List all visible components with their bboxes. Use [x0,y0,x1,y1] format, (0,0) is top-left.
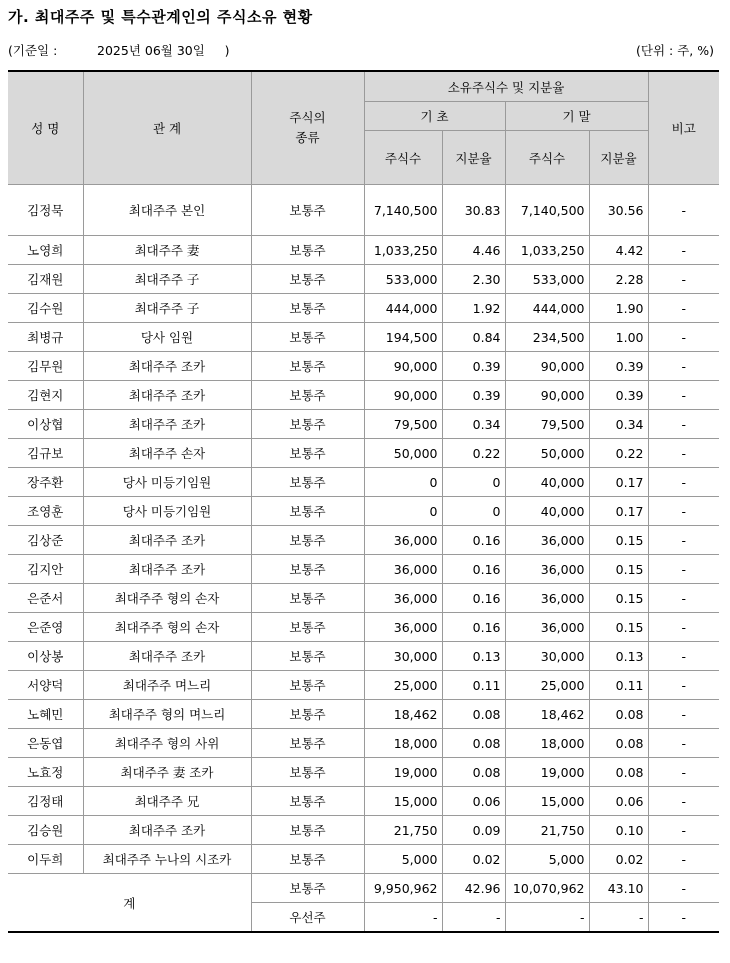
table-row [8,816,719,845]
table-row [8,729,719,758]
cell-relation: 최대주주 조카 [83,642,251,671]
cell-stock-type: 보통주 [251,439,364,468]
cell-end-ratio: 0.15 [589,526,648,555]
cell-stock-type: 보통주 [251,381,364,410]
cell-end-ratio: 0.39 [589,352,648,381]
cell-begin-ratio: 0 [442,468,505,497]
table-row [8,185,719,236]
cell-note: - [648,236,719,265]
cell-name: 김상준 [8,526,83,555]
cell-begin-shares: 30,000 [364,642,442,671]
cell-end-shares: 444,000 [505,294,589,323]
cell-note: - [648,497,719,526]
cell-begin-shares: 36,000 [364,613,442,642]
cell-begin-ratio: 0.16 [442,584,505,613]
cell-begin-shares: 36,000 [364,584,442,613]
total-preferred-end-shares: - [505,903,589,933]
cell-begin-ratio: 30.83 [442,185,505,236]
table-row [8,381,719,410]
cell-relation: 최대주주 조카 [83,381,251,410]
cell-name: 이상봉 [8,642,83,671]
total-preferred-begin-shares: - [364,903,442,933]
cell-note: - [648,439,719,468]
cell-begin-ratio: 0.08 [442,700,505,729]
cell-end-ratio: 30.56 [589,185,648,236]
header-end: 기 말 [505,102,648,131]
cell-end-ratio: 0.10 [589,816,648,845]
cell-end-ratio: 0.17 [589,468,648,497]
cell-note: - [648,758,719,787]
cell-begin-ratio: 0 [442,497,505,526]
cell-begin-ratio: 0.39 [442,381,505,410]
cell-begin-shares: 18,462 [364,700,442,729]
cell-begin-ratio: 0.16 [442,613,505,642]
cell-note: - [648,323,719,352]
cell-note: - [648,845,719,874]
table-row [8,468,719,497]
cell-name: 김규보 [8,439,83,468]
cell-relation: 최대주주 子 [83,265,251,294]
total-label: 계 [8,874,251,933]
cell-name: 노영희 [8,236,83,265]
cell-name: 장주환 [8,468,83,497]
cell-relation: 최대주주 손자 [83,439,251,468]
cell-end-ratio: 0.22 [589,439,648,468]
cell-end-ratio: 0.02 [589,845,648,874]
cell-relation: 최대주주 妻 조카 [83,758,251,787]
cell-begin-shares: 533,000 [364,265,442,294]
header-begin: 기 초 [364,102,505,131]
total-common-begin-ratio: 42.96 [442,874,505,903]
cell-begin-shares: 1,033,250 [364,236,442,265]
total-common-end-ratio: 43.10 [589,874,648,903]
cell-note: - [648,410,719,439]
cell-relation: 최대주주 조카 [83,410,251,439]
cell-begin-ratio: 0.16 [442,555,505,584]
cell-begin-ratio: 0.22 [442,439,505,468]
cell-begin-ratio: 0.08 [442,758,505,787]
cell-note: - [648,294,719,323]
cell-note: - [648,700,719,729]
cell-begin-ratio: 0.39 [442,352,505,381]
cell-stock-type: 보통주 [251,497,364,526]
cell-end-shares: 234,500 [505,323,589,352]
cell-end-ratio: 0.11 [589,671,648,700]
cell-note: - [648,642,719,671]
cell-relation: 최대주주 본인 [83,185,251,236]
cell-note: - [648,526,719,555]
table-body [8,185,719,874]
cell-name: 김지안 [8,555,83,584]
cell-end-shares: 15,000 [505,787,589,816]
cell-end-ratio: 1.90 [589,294,648,323]
cell-begin-ratio: 0.09 [442,816,505,845]
cell-begin-shares: 90,000 [364,381,442,410]
table-row [8,439,719,468]
cell-stock-type: 보통주 [251,526,364,555]
table-total [8,874,719,933]
cell-begin-ratio: 0.84 [442,323,505,352]
cell-end-ratio: 0.08 [589,729,648,758]
cell-stock-type: 보통주 [251,671,364,700]
cell-end-shares: 19,000 [505,758,589,787]
cell-begin-shares: 0 [364,468,442,497]
cell-note: - [648,381,719,410]
header-note: 비고 [648,71,719,185]
cell-end-ratio: 0.39 [589,381,648,410]
section-title: 가. 최대주주 및 특수관계인의 주식소유 현황 [8,8,313,26]
cell-end-ratio: 1.00 [589,323,648,352]
cell-stock-type: 보통주 [251,185,364,236]
table-row [8,352,719,381]
cell-begin-shares: 444,000 [364,294,442,323]
cell-note: - [648,613,719,642]
cell-name: 서양덕 [8,671,83,700]
cell-stock-type: 보통주 [251,352,364,381]
cell-end-shares: 36,000 [505,584,589,613]
total-preferred-note: - [648,903,719,933]
cell-begin-shares: 90,000 [364,352,442,381]
cell-stock-type: 보통주 [251,729,364,758]
cell-begin-ratio: 1.92 [442,294,505,323]
cell-end-shares: 533,000 [505,265,589,294]
cell-begin-shares: 18,000 [364,729,442,758]
cell-end-shares: 1,033,250 [505,236,589,265]
cell-name: 은준영 [8,613,83,642]
cell-relation: 당사 미등기임원 [83,468,251,497]
cell-end-shares: 30,000 [505,642,589,671]
cell-name: 조영훈 [8,497,83,526]
table-row [8,265,719,294]
cell-relation: 최대주주 형의 며느리 [83,700,251,729]
cell-end-shares: 90,000 [505,352,589,381]
cell-begin-ratio: 4.46 [442,236,505,265]
cell-stock-type: 보통주 [251,584,364,613]
cell-begin-ratio: 2.30 [442,265,505,294]
cell-stock-type: 보통주 [251,758,364,787]
cell-begin-ratio: 0.06 [442,787,505,816]
basis-date: (기준일 : 2025년 06월 30일 ) [8,43,230,58]
cell-name: 김재원 [8,265,83,294]
cell-end-ratio: 0.34 [589,410,648,439]
table-row [8,294,719,323]
total-common-note: - [648,874,719,903]
header-name: 성 명 [8,71,83,185]
table-row [8,758,719,787]
cell-begin-shares: 194,500 [364,323,442,352]
cell-end-shares: 40,000 [505,497,589,526]
header-begin-shares: 주식수 [364,131,442,185]
cell-begin-ratio: 0.02 [442,845,505,874]
cell-relation: 최대주주 형의 손자 [83,613,251,642]
cell-begin-shares: 15,000 [364,787,442,816]
cell-relation: 최대주주 누나의 시조카 [83,845,251,874]
cell-relation: 최대주주 조카 [83,526,251,555]
total-preferred-type: 우선주 [251,903,364,933]
cell-end-shares: 40,000 [505,468,589,497]
total-common-begin-shares: 9,950,962 [364,874,442,903]
cell-end-shares: 7,140,500 [505,185,589,236]
cell-end-shares: 18,462 [505,700,589,729]
cell-stock-type: 보통주 [251,294,364,323]
cell-name: 최병규 [8,323,83,352]
shareholding-table [8,70,719,933]
cell-stock-type: 보통주 [251,555,364,584]
cell-relation: 최대주주 형의 사위 [83,729,251,758]
cell-name: 김수원 [8,294,83,323]
cell-note: - [648,265,719,294]
table-row [8,410,719,439]
cell-end-shares: 36,000 [505,555,589,584]
table-row [8,555,719,584]
cell-note: - [648,729,719,758]
total-preferred-begin-ratio: - [442,903,505,933]
cell-relation: 최대주주 형의 손자 [83,584,251,613]
cell-end-shares: 50,000 [505,439,589,468]
table-row [8,584,719,613]
cell-end-ratio: 0.15 [589,584,648,613]
cell-name: 김무원 [8,352,83,381]
cell-stock-type: 보통주 [251,468,364,497]
header-end-ratio: 지분율 [589,131,648,185]
cell-end-shares: 36,000 [505,526,589,555]
cell-end-ratio: 0.17 [589,497,648,526]
cell-name: 이두희 [8,845,83,874]
cell-relation: 최대주주 조카 [83,816,251,845]
total-row-common [8,874,719,903]
cell-begin-ratio: 0.16 [442,526,505,555]
cell-stock-type: 보통주 [251,700,364,729]
cell-end-shares: 90,000 [505,381,589,410]
cell-stock-type: 보통주 [251,410,364,439]
cell-name: 은동엽 [8,729,83,758]
cell-end-ratio: 0.06 [589,787,648,816]
cell-begin-ratio: 0.08 [442,729,505,758]
cell-name: 노효정 [8,758,83,787]
cell-relation: 최대주주 兄 [83,787,251,816]
cell-end-ratio: 2.28 [589,265,648,294]
cell-end-shares: 36,000 [505,613,589,642]
cell-note: - [648,584,719,613]
cell-stock-type: 보통주 [251,642,364,671]
cell-stock-type: 보통주 [251,845,364,874]
cell-begin-shares: 36,000 [364,555,442,584]
cell-relation: 당사 미등기임원 [83,497,251,526]
unit-label: (단위 : 주, %) [636,43,714,58]
cell-end-shares: 21,750 [505,816,589,845]
cell-relation: 최대주주 조카 [83,555,251,584]
cell-relation: 최대주주 子 [83,294,251,323]
cell-end-shares: 79,500 [505,410,589,439]
cell-note: - [648,555,719,584]
table-row [8,845,719,874]
cell-stock-type: 보통주 [251,265,364,294]
cell-stock-type: 보통주 [251,816,364,845]
table-row [8,700,719,729]
cell-end-ratio: 0.08 [589,758,648,787]
cell-end-shares: 18,000 [505,729,589,758]
cell-begin-shares: 25,000 [364,671,442,700]
table-row [8,323,719,352]
table-row [8,613,719,642]
cell-end-ratio: 4.42 [589,236,648,265]
cell-begin-shares: 21,750 [364,816,442,845]
cell-end-ratio: 0.15 [589,613,648,642]
cell-stock-type: 보통주 [251,323,364,352]
cell-relation: 최대주주 조카 [83,352,251,381]
total-common-type: 보통주 [251,874,364,903]
header-ownership: 소유주식수 및 지분율 [364,71,648,102]
cell-note: - [648,352,719,381]
cell-begin-shares: 0 [364,497,442,526]
table-row [8,671,719,700]
cell-name: 김현지 [8,381,83,410]
cell-end-shares: 25,000 [505,671,589,700]
total-preferred-end-ratio: - [589,903,648,933]
table-row [8,236,719,265]
header-end-shares: 주식수 [505,131,589,185]
table-meta [0,41,730,59]
header-begin-ratio: 지분율 [442,131,505,185]
cell-note: - [648,185,719,236]
cell-note: - [648,468,719,497]
total-common-end-shares: 10,070,962 [505,874,589,903]
cell-name: 은준서 [8,584,83,613]
cell-begin-ratio: 0.34 [442,410,505,439]
header-relation: 관 계 [83,71,251,185]
cell-begin-ratio: 0.11 [442,671,505,700]
cell-begin-shares: 7,140,500 [364,185,442,236]
cell-end-ratio: 0.08 [589,700,648,729]
cell-end-ratio: 0.15 [589,555,648,584]
table-row [8,526,719,555]
cell-end-shares: 5,000 [505,845,589,874]
table-row [8,642,719,671]
cell-name: 김정묵 [8,185,83,236]
cell-name: 노혜민 [8,700,83,729]
table-row [8,497,719,526]
cell-begin-shares: 79,500 [364,410,442,439]
cell-stock-type: 보통주 [251,236,364,265]
cell-begin-shares: 50,000 [364,439,442,468]
cell-note: - [648,671,719,700]
cell-relation: 최대주주 며느리 [83,671,251,700]
cell-name: 김승원 [8,816,83,845]
cell-name: 이상협 [8,410,83,439]
cell-note: - [648,816,719,845]
header-stock-type: 주식의 종류 [251,71,364,185]
cell-begin-shares: 36,000 [364,526,442,555]
cell-stock-type: 보통주 [251,787,364,816]
cell-end-ratio: 0.13 [589,642,648,671]
cell-stock-type: 보통주 [251,613,364,642]
cell-relation: 당사 임원 [83,323,251,352]
cell-name: 김정태 [8,787,83,816]
cell-begin-shares: 5,000 [364,845,442,874]
cell-begin-shares: 19,000 [364,758,442,787]
table-row [8,787,719,816]
cell-note: - [648,787,719,816]
cell-relation: 최대주주 妻 [83,236,251,265]
cell-begin-ratio: 0.13 [442,642,505,671]
